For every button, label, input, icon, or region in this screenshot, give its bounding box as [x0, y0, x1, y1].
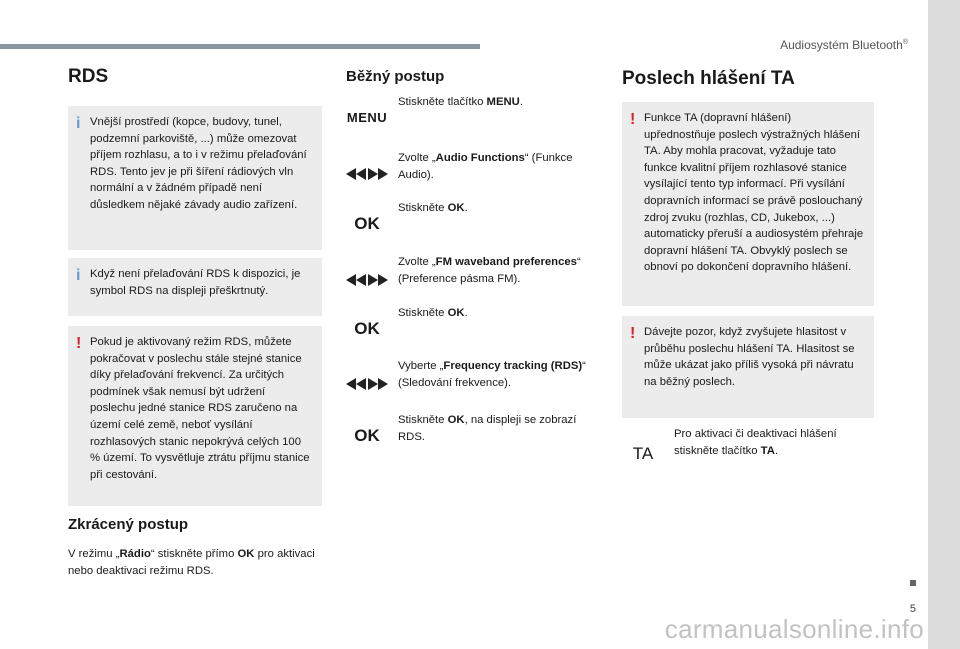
watermark: carmanualsonline.info — [664, 614, 924, 644]
rds-title: RDS — [68, 66, 109, 87]
ta-warning-box-2 — [622, 316, 874, 418]
ok-key-icon: OK — [354, 214, 380, 233]
step-2-text: Zvolte „Audio Functions“ (Funkce Audio). — [398, 152, 573, 181]
ta-warning-text-1: Funkce TA (dopravní hlášení) upřednostňuje poslech výstražných hlášení TA. Aby mohla pracovat, vyžaduje tato funkce kvalitní příjem rozhlasové stanice vysílající tento typ informací. Při vysílání dopravních informací se právě poslouchaný zdroj zvuku (rozhlas, CD, Jukebox, ...) automaticky přeruší a audiosystém přehraje dopravní hlášení TA. Obvyklý poslech se obnoví po dokončení dopravního hlášení. — [644, 112, 864, 274]
page-number: 5 — [909, 603, 916, 615]
step-6 — [346, 358, 596, 418]
short-procedure-text: V režimu „Rádio“ stiskněte přímo OK pro aktivaci nebo deaktivaci režimu RDS. — [68, 548, 315, 577]
step-6-text: Vyberte „Frequency tracking (RDS)“ (Sledování frekvence). — [398, 360, 586, 389]
step-7-text: Stiskněte OK, na displeji se zobrazí RDS. — [398, 414, 577, 443]
ta-title: Poslech hlášení TA — [622, 68, 795, 89]
rds-info-box-1 — [68, 106, 322, 250]
ok-key-icon: OK — [354, 426, 380, 445]
step-7 — [346, 412, 596, 472]
ta-step-text: Pro aktivaci či deaktivaci hlášení stiskněte tlačítko TA. — [674, 428, 837, 457]
warning-icon: ! — [76, 335, 82, 352]
short-procedure-title: Zkrácený postup — [68, 516, 189, 533]
header-bar — [0, 44, 480, 49]
rds-warning-text: Pokud je aktivovaný režim RDS, můžete pokračovat v poslechu stále stejné stanice díky přelaďování frekvencí. Za určitých podmínek však nemusí být udržení poslechu jedné stanice RDS zaručeno na území celé země, neboť vysílání rozhlasových stanic nepokrývá celých 100 % území. To vysvětluje ztrátu příjmu stanice při cestování. — [90, 336, 310, 481]
step-3 — [346, 200, 596, 260]
ta-warning-text-2: Dávejte pozor, když zvyšujete hlasitost v průběhu poslechu hlášení TA. Hlasitost se může ukázat jako příliš vysoká při návratu na běžný poslech. — [644, 326, 855, 388]
step-4-text: Zvolte „FM waveband preferences“ (Preference pásma FM). — [398, 256, 581, 285]
left-right-arrows-icon — [346, 274, 388, 286]
step-5 — [346, 305, 596, 365]
rds-info-box-2 — [68, 258, 322, 316]
info-icon: i — [76, 267, 81, 284]
left-right-arrows-icon — [346, 378, 388, 390]
menu-key-icon: MENU — [346, 110, 388, 125]
warning-icon: ! — [630, 325, 636, 342]
step-1 — [346, 94, 596, 154]
chapter-title: Audiosystém Bluetooth® — [780, 38, 908, 52]
warning-icon: ! — [630, 111, 636, 128]
rds-info-text-1: Vnější prostředí (kopce, budovy, tunel, podzemní parkoviště, ...) může omezovat příjem rozhlasu, a to i v režimu přelaďování RDS. Tento jev je při šíření rádiových vln normální a v žádném případě není důsledkem nějaké závady audio zařízení. — [90, 116, 307, 211]
left-right-arrows-icon — [346, 168, 388, 180]
step-5-text: Stiskněte OK. — [398, 307, 468, 319]
step-1-text: Stiskněte tlačítko MENU. — [398, 96, 523, 108]
rds-info-text-2: Když není přelaďování RDS k dispozici, je symbol RDS na displeji přeškrtnutý. — [90, 268, 301, 297]
rds-warning-box — [68, 326, 322, 506]
page-edge-strip — [928, 0, 960, 649]
step-3-text: Stiskněte OK. — [398, 202, 468, 214]
page-marker — [910, 580, 916, 586]
ta-step — [622, 426, 872, 486]
info-icon: i — [76, 115, 81, 132]
ta-warning-box-1 — [622, 102, 874, 306]
normal-procedure-title: Běžný postup — [346, 68, 445, 85]
ta-key-icon: TA — [632, 444, 654, 463]
ok-key-icon: OK — [354, 319, 380, 338]
